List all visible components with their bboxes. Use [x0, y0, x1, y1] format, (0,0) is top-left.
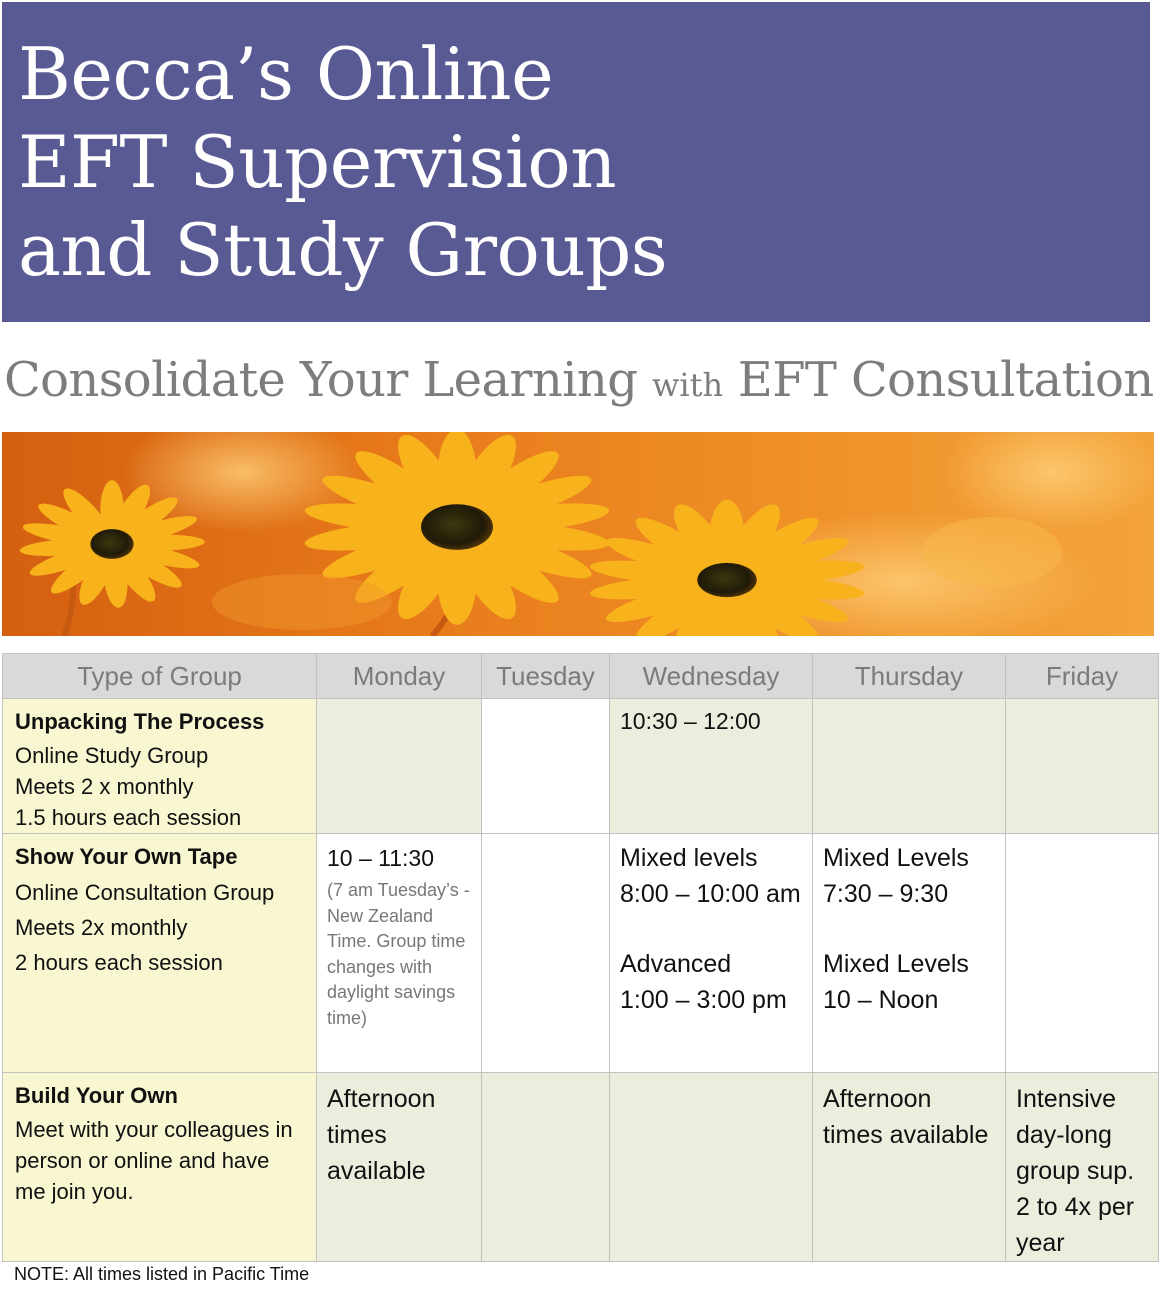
group-type-cell	[3, 834, 317, 1073]
group-name: Build Your Own	[15, 1083, 178, 1108]
session-time: 7:30 – 9:30	[823, 880, 949, 908]
session-time: 1:00 – 3:00 pm	[620, 986, 787, 1014]
session-time: 10 – Noon	[823, 986, 939, 1014]
group-detail: Online Consultation Group	[15, 880, 275, 905]
column-header-type: Type of Group	[3, 654, 317, 699]
session-level: Mixed Levels	[823, 844, 969, 872]
wednesday-cell	[610, 1073, 813, 1262]
thursday-cell	[813, 1073, 1006, 1262]
session-availability: Intensive day-long group sup. 2 to 4x per year	[1016, 1085, 1135, 1257]
group-detail: 2 hours each session	[15, 950, 223, 975]
column-header-friday: Friday	[1006, 654, 1159, 699]
group-type-cell	[3, 1073, 317, 1262]
column-header-wednesday: Wednesday	[610, 654, 813, 699]
thursday-cell	[813, 699, 1006, 834]
group-detail: Meets 2x monthly	[15, 915, 188, 940]
spacer	[620, 912, 802, 946]
group-type-cell	[3, 699, 317, 834]
subtitle	[4, 350, 1154, 415]
column-header-tuesday: Tuesday	[482, 654, 610, 699]
header-banner	[2, 2, 1150, 322]
time-zone-note: (7 am Tuesday’s -New Zealand Time. Group time changes with daylight savings time)	[327, 880, 470, 1028]
friday-cell	[1006, 699, 1159, 834]
friday-cell	[1006, 834, 1159, 1073]
title-line-3: and Study Groups	[18, 208, 668, 292]
session-time: 10 – 11:30	[327, 845, 435, 871]
tuesday-cell	[482, 1073, 610, 1262]
group-detail: Meets 2 x monthly	[15, 774, 194, 799]
table-row	[3, 699, 1159, 834]
subtitle-part-1: Consolidate Your Learning	[4, 352, 653, 408]
page-title	[18, 30, 667, 294]
wednesday-cell	[610, 699, 813, 834]
table-row	[3, 834, 1159, 1073]
session-availability: Afternoon times available	[327, 1085, 436, 1185]
spacer	[823, 912, 995, 946]
monday-cell	[317, 1073, 482, 1262]
session-level: Mixed Levels	[823, 950, 969, 978]
session-level: Advanced	[620, 950, 732, 978]
wednesday-cell	[610, 834, 813, 1073]
monday-cell	[317, 699, 482, 834]
session-level: Mixed levels	[620, 844, 758, 872]
table-row	[3, 1073, 1159, 1262]
column-header-monday: Monday	[317, 654, 482, 699]
subtitle-part-2: EFT Consultation	[723, 352, 1154, 408]
thursday-cell	[813, 834, 1006, 1073]
session-time: 10:30 – 12:00	[620, 708, 761, 734]
title-line-1: Becca’s Online	[18, 32, 554, 116]
group-detail: Online Study Group	[15, 743, 209, 768]
monday-cell	[317, 834, 482, 1073]
friday-cell	[1006, 1073, 1159, 1262]
table-header-row	[3, 654, 1159, 699]
schedule-table	[2, 653, 1159, 1262]
group-name: Unpacking The Process	[15, 709, 265, 734]
title-line-2: EFT Supervision	[18, 120, 617, 204]
subtitle-with-word: with	[652, 366, 724, 404]
group-detail: 1.5 hours each session	[15, 805, 242, 830]
tuesday-cell	[482, 699, 610, 834]
footnote: NOTE: All times listed in Pacific Time	[14, 1264, 310, 1284]
session-availability: Afternoon times available	[823, 1085, 989, 1149]
group-name: Show Your Own Tape	[15, 844, 238, 869]
group-detail: Meet with your colleagues in person or online and have me join you.	[15, 1117, 293, 1204]
column-header-thursday: Thursday	[813, 654, 1006, 699]
flower-banner-image	[2, 432, 1154, 636]
tuesday-cell	[482, 834, 610, 1073]
session-time: 8:00 – 10:00 am	[620, 880, 801, 908]
